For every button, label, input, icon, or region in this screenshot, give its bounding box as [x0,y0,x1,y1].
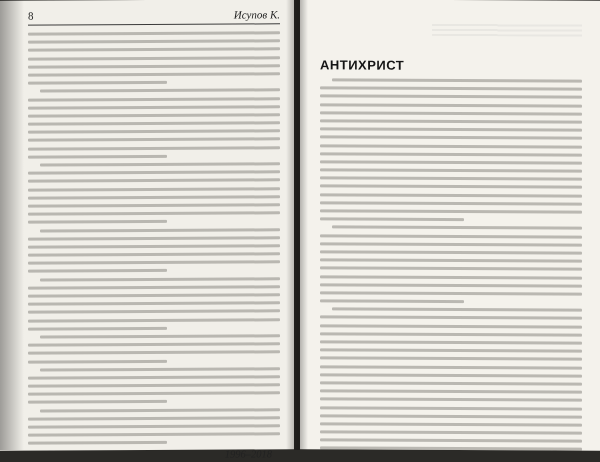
text-block [320,308,582,452]
book-gutter [286,0,308,450]
right-page [300,0,600,451]
page-number: 8 [28,10,34,23]
text-block [28,162,280,224]
date-line: 1996–2018 [224,449,272,461]
text-block [320,226,582,304]
entry-title: АНТИХРИСТ [320,57,405,73]
text-block [320,78,582,222]
left-page [0,0,294,461]
text-block [28,408,280,445]
running-head [28,9,280,25]
text-block [28,89,280,159]
faint-bleed-through-text [432,22,582,37]
text-block [28,367,280,404]
edge-shadow [0,0,24,450]
text-block [28,228,280,273]
running-head-author: Исупов К. [233,9,280,22]
text-block [28,277,280,330]
text-block [28,334,280,363]
text-block [28,31,280,84]
